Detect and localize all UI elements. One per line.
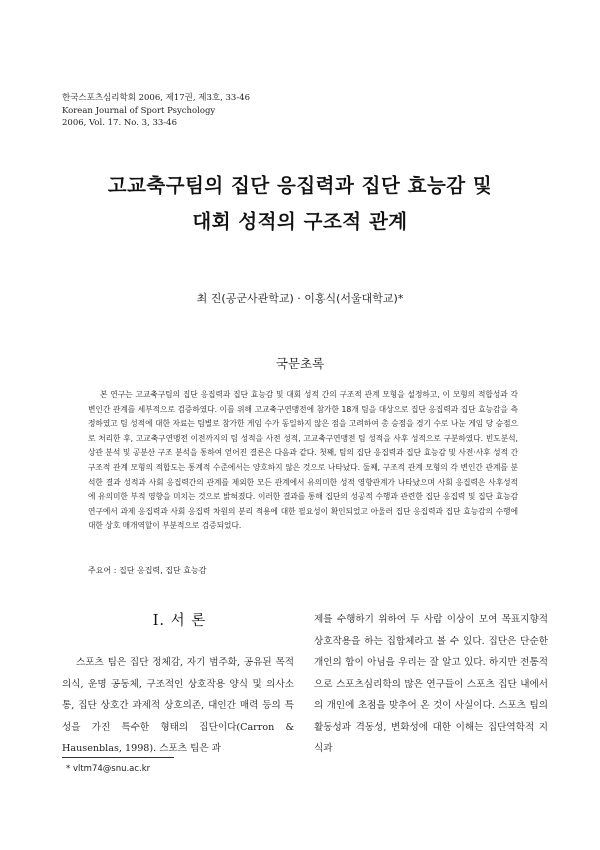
footnote-email: * vltm74@snu.ac.kr: [66, 764, 151, 774]
abstract-heading: 국문초록: [275, 356, 325, 371]
body-column-left: 스포츠 팀은 집단 정체감, 자기 범주화, 공유된 목적의식, 운명 공동체, 구조적인 상호작용 양식 및 의사소통, 집단 상호간 과제적 상호의존, 대인간 매력 등의 특성을 가진 특수한 형태의 집단이다(Carron & Hausenblas, 1998). 스포츠 팀은 과: [62, 657, 294, 754]
journal-info: [62, 92, 250, 130]
journal-info-english: Korean Journal of Sport Psychology: [62, 105, 216, 116]
authors: 최 진(공군사관학교) · 이홍식(서울대학교)*: [196, 292, 404, 305]
paper-title-line-2: 대회 성적의 구조적 관계: [192, 210, 408, 233]
journal-info-volume: 2006, Vol. 17. No. 3, 33-46: [62, 118, 177, 128]
paper-title: [0, 168, 600, 240]
keywords: 주요어 : 집단 응집력, 집단 효능감: [88, 566, 207, 575]
section-heading-introduction: I. 서 론: [152, 613, 207, 629]
body-column-right: 제를 수행하기 위하여 두 사람 이상이 모여 목표지향적 상호작용을 하는 집합체라고 볼 수 있다. 집단은 단순한 개인의 합이 아님을 우리는 잘 알고 있다. 하지만 전통적으로 스포츠심리학의 많은 연구들이 스포츠 집단 내에서의 개인에 초점을 맞추어 온 것이 사실이다. 스포츠 팀의 활동성과 격동성, 변화성에 대한 이해는 집단역학적 지식과: [314, 614, 548, 754]
footnote-divider: [62, 757, 174, 758]
journal-info-korean: 한국스포츠심리학회 2006, 제17권, 제3호, 33-46: [62, 93, 251, 103]
abstract-body: 본 연구는 고교축구팀의 집단 응집력과 집단 효능감 및 대회 성적 간의 구조적 관계 모형을 설정하고, 이 모형의 적합성과 각 변인간 관계를 세부적으로 검증하였다. 이를 위해 고교축구연맹전에 참가한 18개 팀을 대상으로 집단 응집력과 집단 효능감을 측정하였고 팀 성적에 대한 자료는 팀별로 참가한 게임 수가 동일하지 않은 점을 고려하여 총 승점을 경기 수로 나눈 게임 당 승점으로 처리한 후, 고교축구연맹전 이전까지의 팀 성적을 사전 성적, 고교축구연맹전 팀 성적을 사후 성적으로 구분하였다. 빈도분석, 상관 분석 및 공분산 구조 분석을 통하여 얻어진 결론은 다음과 같다. 첫째, 팀의 집단 응집력과 집단 효능감 및 사전·사후 성적 간 구조적 관계 모형의 적합도는 통계적 수준에서는 양호하지 않은 것으로 나타났다. 둘째, 구조적 관계 모형의 각 변인간 관계를 분석한 결과 성적과 사회 응집력간의 관계를 제외한 모든 관계에서 유의미한 성적 영향관계가 나타났으며 사회 응집력은 사후성적에 유의미한 부적 영향을 미치는 것으로 밝혀졌다. 이러한 결과를 통해 집단의 성공적 수행과 관련한 집단 응집력 및 집단 효능감 연구에서 과제 응집력과 사회 응집력 차원의 분리 적용에 대한 필요성이 확인되었고 아울러 집단 응집력과 집단 효능감의 수행에 대한 상호 매개역할이 부분적으로 검증되었다.: [88, 390, 518, 531]
paper-title-line-1: 고교축구팀의 집단 응집력과 집단 효능감 및: [107, 174, 493, 197]
